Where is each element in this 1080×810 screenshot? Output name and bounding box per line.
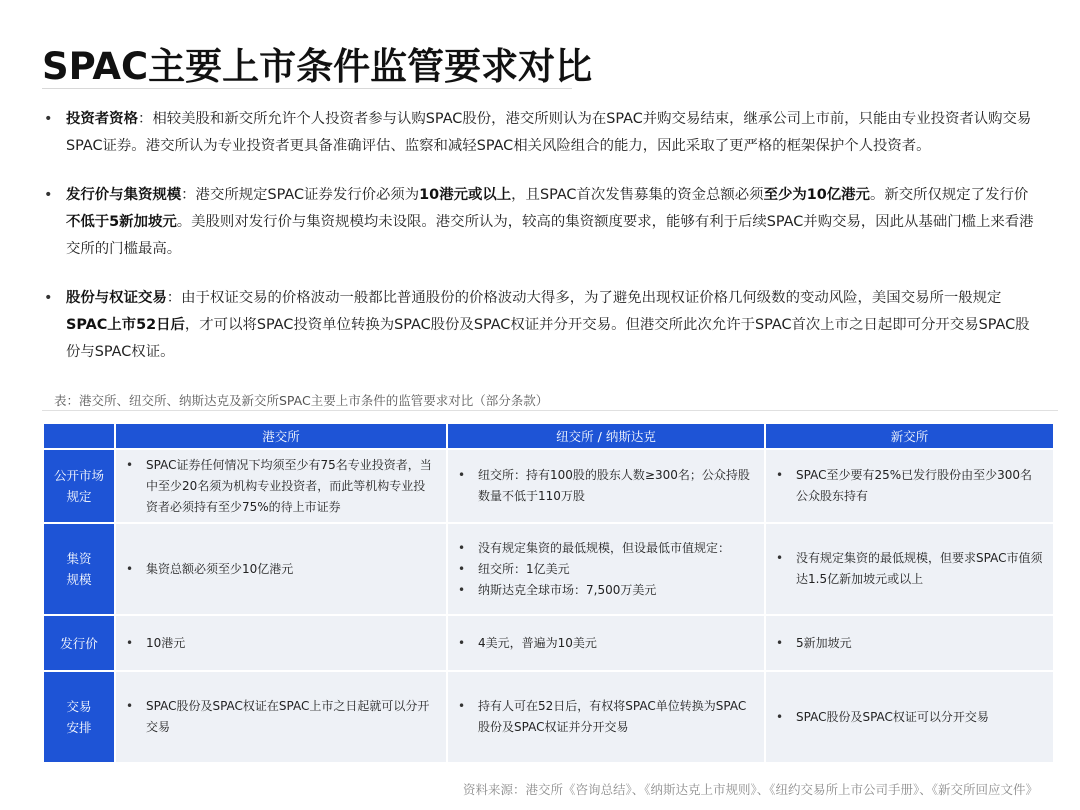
- bullet-text: 由于权证交易的价格波动一般都比普通股份的价格波动大得多，为了避免出现权证价格几何级数的变动风险，美国交易所一般规定: [181, 290, 1002, 306]
- cell-bullet-item: • 10港元: [126, 633, 436, 654]
- table-header-row: [44, 424, 1053, 448]
- bullet-paragraph: [42, 182, 1038, 263]
- cell-bullet-list: [458, 696, 754, 738]
- table-row: [44, 616, 1053, 670]
- cell-bullet-list: [126, 633, 436, 654]
- cell-bullet-item: • 没有规定集资的最低规模，但设最低市值规定：: [458, 538, 754, 559]
- cell-bullet-item: • 纽交所：1亿美元: [458, 559, 754, 580]
- cell-bullet-item: • 纽交所：持有100股的股东人数≥300名；公众持股数量不低于110万股: [458, 465, 754, 507]
- bullet-emphasis: 至少为10亿港元: [763, 187, 870, 203]
- row-header-line: 交易: [66, 699, 92, 714]
- source-note: 资料来源：港交所《咨询总结》、《纳斯达克上市规则》、《纽约交易所上市公司手册》、《新交所回应文件》: [462, 782, 1038, 797]
- row-header-line: 集资: [66, 551, 92, 566]
- bullet-text: ，才可以将SPAC投资单位转换为SPAC股份及SPAC权证并分开交易。但港交所此次允许于SPAC首次上市之日起即可分开交易SPAC股份与SPAC权证。: [66, 317, 1030, 360]
- cell-bullet-item: • 纳斯达克全球市场：7,500万美元: [458, 580, 754, 601]
- row-header-line: 发行价: [60, 635, 98, 651]
- table-cell: [116, 616, 446, 670]
- cell-bullet-list: [458, 538, 754, 601]
- row-header-line: 规定: [66, 489, 92, 504]
- cell-bullet-list: [776, 548, 1043, 590]
- title-divider: [42, 88, 572, 89]
- cell-bullet-item: • SPAC股份及SPAC权证可以分开交易: [776, 707, 1043, 728]
- cell-bullet-list: [126, 455, 436, 518]
- row-header-line: 安排: [66, 720, 92, 735]
- bullet-text: 。美股则对发行价与集资规模均未设限。港交所认为，较高的集资额度要求，能够有利于后续SPAC并购交易，因此从基础门槛上来看港交所的门槛最高。: [66, 214, 1034, 257]
- row-header: [44, 450, 114, 522]
- bullet-colon: ：: [137, 111, 153, 127]
- table-cell: [448, 672, 764, 762]
- row-header: [44, 524, 114, 614]
- cell-bullet-list: [458, 633, 754, 654]
- table-cell: [116, 524, 446, 614]
- cell-bullet-item: • 没有规定集资的最低规模，但要求SPAC市值须达1.5亿新加坡元或以上: [776, 548, 1043, 590]
- table-caption: 表：港交所、纽交所、纳斯达克及新交所SPAC主要上市条件的监管要求对比（部分条款）: [54, 393, 549, 408]
- column-header: 纽交所 / 纳斯达克: [448, 424, 764, 448]
- bullet-paragraph: [42, 106, 1038, 160]
- table-cell: [448, 450, 764, 522]
- bullet-list: [42, 106, 1038, 388]
- bullet-colon: ：: [166, 290, 182, 306]
- bullet-colon: ：: [181, 187, 196, 203]
- cell-bullet-list: [776, 465, 1043, 507]
- bullet-text: 相较美股和新交所允许个人投资者参与认购SPAC股份，港交所则认为在SPAC并购交易结束，继承公司上市前，只能由专业投资者认购交易SPAC证券。港交所认为专业投资者更具备准确评估、监察和减轻SPAC相关风险组合的能力，因此采取了更严格的框架保护个人投资者。: [66, 111, 1032, 154]
- cell-bullet-item: • 5新加坡元: [776, 633, 1043, 654]
- table-cell: [448, 524, 764, 614]
- bullet-text: 港交所规定SPAC证券发行价必须为: [195, 187, 420, 203]
- bullet-label: 发行价与集资规模: [66, 187, 182, 203]
- table-cell: [116, 672, 446, 762]
- bullet-text: 。新交所仅规定了发行价: [869, 187, 1029, 203]
- cell-bullet-item: • 4美元，普遍为10美元: [458, 633, 754, 654]
- table-cell: [766, 524, 1053, 614]
- table-cell: [766, 616, 1053, 670]
- cell-bullet-list: [458, 465, 754, 507]
- page-title: SPAC主要上市条件监管要求对比: [42, 45, 593, 88]
- table-corner-cell: [44, 424, 114, 448]
- column-header: 新交所: [766, 424, 1053, 448]
- column-header: 港交所: [116, 424, 446, 448]
- bullet-label: 股份与权证交易: [66, 290, 167, 306]
- bullet-text: ，且SPAC首次发售募集的资金总额必须: [511, 187, 764, 203]
- table-cell: [116, 450, 446, 522]
- row-header-line: 规模: [66, 572, 92, 587]
- cell-bullet-item: • SPAC证券任何情况下均须至少有75名专业投资者，当中至少20名须为机构专业投资者，而此等机构专业投资者必须持有至少75%的待上市证券: [126, 455, 436, 518]
- table-row: [44, 450, 1053, 522]
- cell-bullet-list: [126, 559, 436, 580]
- bullet-emphasis: 不低于5新加坡元: [66, 214, 177, 230]
- cell-bullet-item: • SPAC至少要有25%已发行股份由至少300名公众股东持有: [776, 465, 1043, 507]
- table-cell: [766, 450, 1053, 522]
- table-row: [44, 672, 1053, 762]
- cell-bullet-item: • 持有人可在52日后，有权将SPAC单位转换为SPAC股份及SPAC权证并分开交易: [458, 696, 754, 738]
- bullet-emphasis: SPAC上市52日后: [66, 317, 185, 333]
- table-cell: [766, 672, 1053, 762]
- cell-bullet-list: [776, 707, 1043, 728]
- comparison-table: [42, 422, 1055, 764]
- table-row: [44, 524, 1053, 614]
- bullet-emphasis: 10港元或以上: [419, 187, 512, 203]
- row-header: [44, 616, 114, 670]
- bullet-label: 投资者资格: [66, 111, 138, 127]
- bullet-paragraph: [42, 285, 1038, 366]
- cell-bullet-item: • 集资总额必须至少10亿港元: [126, 559, 436, 580]
- row-header-line: 公开市场: [53, 468, 104, 483]
- table-cell: [448, 616, 764, 670]
- cell-bullet-list: [776, 633, 1043, 654]
- cell-bullet-item: • SPAC股份及SPAC权证在SPAC上市之日起就可以分开交易: [126, 696, 436, 738]
- row-header: [44, 672, 114, 762]
- caption-divider: [42, 410, 1058, 411]
- cell-bullet-list: [126, 696, 436, 738]
